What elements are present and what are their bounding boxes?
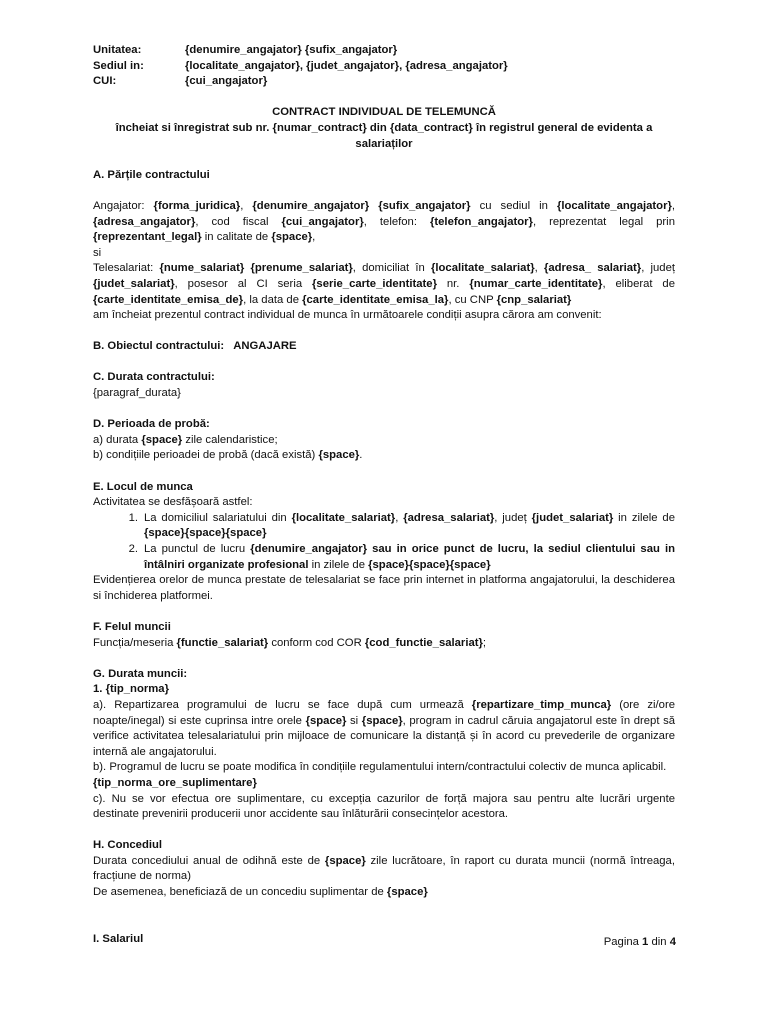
header-unitatea [93,43,675,59]
section-c-heading: C. Durata contractului: [93,371,215,384]
section-e-heading: E. Locul de munca [93,480,193,493]
section-a-heading: A. Părțile contractului [93,168,210,181]
header-sediul [93,59,675,75]
section-a-employer: Angajator: {forma_juridica}, {denumire_angajator} {sufix_angajator} cu sediul in {localitate_angajator}, {adresa_angajator}, cod fiscal {cui_angajator}, telefon: {telefon_angajator}, reprezentat legal prin {reprezentant_legal} in calitate de {space}, [93,199,676,244]
header-cui [93,74,675,90]
page-number: Pagina 1 din 4 [603,936,676,948]
contract-subtitle: încheiat si înregistrat sub nr. {numar_contract} din {data_contract} în registrul general de evidenta a salariaților [115,121,653,150]
contract-title: CONTRACT INDIVIDUAL DE TELEMUNCĂ [272,106,496,119]
section-g-sub1: 1. {tip_norma} [93,683,169,696]
section-c-value: {paragraf_durata} [93,387,181,400]
section-g-b: b). Programul de lucru se poate modifica în condițiile regulamentului intern/contractului colectiv de munca aplicabil. [93,761,667,774]
section-f-heading: F. Felul muncii [93,620,171,633]
section-g-heading: G. Durata muncii: [93,667,188,680]
section-g-a: a). Repartizarea programului de lucru se face după cum urmează {repartizare_timp_munca} (ore zi/ore noapte/inegal) si este cuprinsa intre orele {space} si {space}, program in cadrul căruia angajatorul este în drept să verifice activitatea telesalariatului prin mijloace de comunicare la distanță și în acord cu prevederile de organizare internă ale angajatorului. [93,698,676,758]
section-e-evidenta: Evidențierea orelor de munca prestate de telesalariat se face prin internet in platforma angajatorului, la deschiderea si închiderea platformei. [93,574,675,602]
document-body [93,43,675,947]
cui-value: {cui_angajator} [185,75,268,88]
section-h-p2: De asemenea, beneficiază de un concediu suplimentar de {space} [93,886,428,899]
section-g-ore-suplimentare: {tip_norma_ore_suplimentare} [93,776,257,789]
sediul-value: {localitate_angajator}, {judet_angajator}, {adresa_angajator} [185,59,508,72]
section-d-heading: D. Perioada de probă: [93,418,210,431]
section-i-heading: I. Salariul [93,932,144,945]
section-e-intro: Activitatea se desfășoară astfel: [93,496,253,509]
section-e-item-2: 2. La punctul de lucru {denumire_angajator} sau in orice punct de lucru, la sediul clientului sau in întâlniri organizate profesional in zilele de {space}{space}{space} [128,543,675,571]
cui-label: CUI: [93,75,117,88]
section-f-line: Funcția/meseria {functie_salariat} conform cod COR {cod_functie_salariat}; [93,636,487,649]
section-d-line2: b) condițiile perioadei de probă (dacă există) {space}. [93,449,363,462]
section-a-si: si [93,246,102,259]
section-b-heading: B. Obiectul contractului: [93,340,225,353]
section-h-heading: H. Concediul [93,839,163,852]
unitatea-value: {denumire_angajator} {sufix_angajator} [185,44,398,56]
section-h-p1: Durata concediului anual de odihnă este de {space} zile lucrătoare, în raport cu durata muncii (normă întreaga, fracțiune de norma) [93,854,675,883]
section-g-c: c). Nu se vor efectua ore suplimentare, cu excepția cazurilor de forță majora sau pentru alte lucrări urgente destinate prevenirii producerii unor accidente sau înlăturării consecințelor acestora. [93,792,675,821]
section-a-closing: am încheiat prezentul contract individual de munca în următoarele condiții asupra cărora am convenit: [93,309,602,322]
unitatea-label: Unitatea: [93,44,142,56]
section-b-value: ANGAJARE [233,340,297,353]
sediul-label: Sediul in: [93,59,144,72]
section-d-line1: a) durata {space} zile calendaristice; [93,433,278,446]
section-e-item-1: 1. La domiciliul salariatului din {localitate_salariat}, {adresa_salariat}, județ {judet_salariat} in zilele de {space}{space}{space} [128,511,675,540]
section-a-employee: Telesalariat: {nume_salariat} {prenume_salariat}, domiciliat în {localitate_salariat}, {adresa_ salariat}, județ {judet_salariat}, posesor al CI seria {serie_carte_identitate} nr. {numar_carte_identitate}, eliberat de {carte_identitate_emisa_de}, la data de {carte_identitate_emisa_la}, cu CNP {cnp_salariat} [93,262,676,306]
section-b [93,339,675,355]
